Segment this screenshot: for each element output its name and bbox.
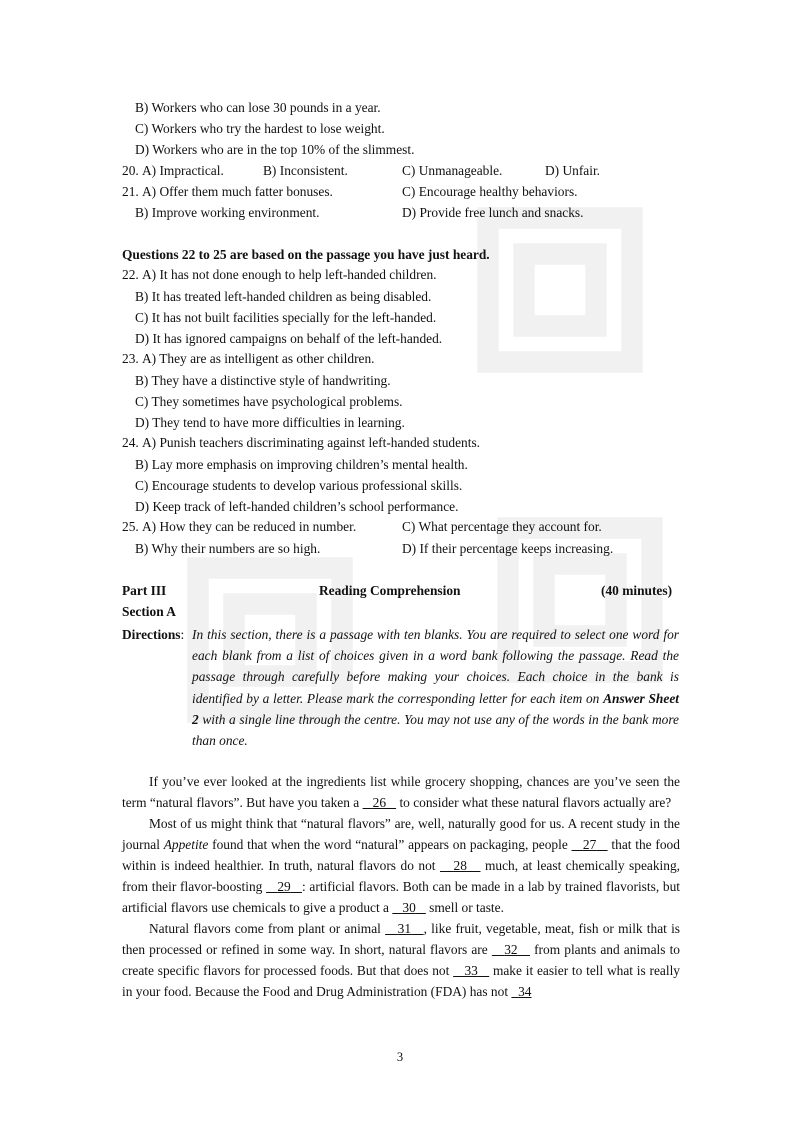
q22-option-c: C) It has not built facilities specially for the left-handed. (135, 310, 437, 325)
blank-number: 31 (397, 921, 412, 936)
blank-29 (266, 879, 302, 894)
passage-text: from plants and animals to create specific flavors for processed foods. But that does not (122, 942, 680, 978)
reading-passage (122, 771, 680, 1002)
q20-option-d: D) Unfair. (545, 163, 601, 178)
answer-sheet-label: Answer Sheet 2 (192, 690, 679, 727)
blank-32 (492, 942, 530, 957)
passage-text: much, at least chemically speaking, from their flavor-boosting (122, 858, 680, 894)
q21-option-b: B) Improve working environment. (135, 205, 320, 220)
passage-text: If you’ve ever looked at the ingredients list while grocery shopping, chances are you’ve seen the term “natural flavors”. But have you taken a (122, 774, 680, 810)
passage-text: , like fruit, vegetable, meat, fish or milk that is then processed or refined in some way. In short, natural flavors are (122, 921, 681, 957)
q21-option-d: D) Provide free lunch and snacks. (402, 205, 584, 220)
blank-number: 30 (402, 900, 416, 915)
passage-paragraph (122, 918, 680, 1002)
q19-option-b: B) Workers who can lose 30 pounds in a year. (135, 100, 381, 115)
directions-text-1: In this section, there is a passage with ten blanks. You are required to select one word for each blank from a list of choices given in a word bank following the passage. Read the passage through carefully before making your choices. Each choice in the bank is identified by a letter. Please mark the corresponding letter for each item on (192, 627, 679, 706)
q24-option-b: B) Lay more emphasis on improving children’s mental health. (135, 457, 468, 472)
q23-option-d: D) They tend to have more difficulties in learning. (135, 415, 405, 430)
blank-28 (440, 858, 480, 873)
questions-section-header: Questions 22 to 25 are based on the passage you have just heard. (122, 247, 490, 262)
passage-text: smell or taste. (429, 900, 504, 915)
passage-text: make it easier to tell what is really in your food. Because the Food and Drug Administration (FDA) has not (122, 963, 680, 999)
directions-label: Directions (122, 627, 181, 642)
directions-text (192, 624, 679, 751)
part-title: Reading Comprehension (319, 583, 461, 598)
page-number: 3 (396, 1050, 404, 1064)
q24-option-a: A) Punish teachers discriminating against left-handed students. (142, 435, 481, 450)
q20-option-b: B) Inconsistent. (263, 163, 348, 178)
blank-number: 32 (504, 942, 518, 957)
journal-name: Appetite (163, 837, 209, 852)
passage-text: found that when the word “natural” appears on packaging, people (212, 837, 568, 852)
question-number: 24. (122, 435, 139, 450)
q24-option-d: D) Keep track of left-handed children’s school performance. (135, 499, 459, 514)
passage-text: : artificial flavors. Both can be made in a lab by trained flavorists, but artificial flavors use chemicals to give a product a (122, 879, 681, 915)
q25-option-b: B) Why their numbers are so high. (135, 541, 321, 556)
q23-option-c: C) They sometimes have psychological problems. (135, 394, 403, 409)
q25-option-d: D) If their percentage keeps increasing. (402, 541, 614, 556)
q23-option-a: A) They are as intelligent as other children. (142, 351, 375, 366)
q20-option-a: A) Impractical. (142, 163, 224, 178)
blank-27 (572, 837, 608, 852)
q19-option-c: C) Workers who try the hardest to lose weight. (135, 121, 385, 136)
directions-heading (122, 627, 184, 643)
blank-34 (511, 984, 531, 999)
question-number: 22. (122, 267, 139, 282)
q25-option-c: C) What percentage they account for. (402, 519, 602, 534)
blank-number: 27 (582, 837, 597, 852)
blank-30 (392, 900, 425, 915)
directions-text-2: with a single line through the centre. You may not use any of the words in the bank more than once. (192, 711, 679, 749)
q22-option-d: D) It has ignored campaigns on behalf of the left-handed. (135, 331, 443, 346)
q22-option-a: A) It has not done enough to help left-handed children. (142, 267, 437, 282)
blank-33 (453, 963, 489, 978)
passage-text: that the food within is indeed healthier. In truth, natural flavors do not (122, 837, 680, 873)
q21-option-a: A) Offer them much fatter bonuses. (142, 184, 333, 199)
part-label: Part III (122, 583, 167, 598)
passage-paragraph (122, 813, 680, 918)
question-number: 21. (122, 184, 139, 199)
q20-option-c: C) Unmanageable. (402, 163, 503, 178)
blank-number: 34 (518, 984, 532, 999)
blank-number: 33 (464, 963, 478, 978)
passage-text: Natural flavors come from plant or animal (149, 921, 381, 936)
directions-colon: : (180, 627, 185, 642)
question-number: 23. (122, 351, 139, 366)
passage-text: Most of us might think that “natural flavors” are, well, naturally good for us. A recent study in the journal (122, 816, 680, 852)
q24-option-c: C) Encourage students to develop various professional skills. (135, 478, 463, 493)
passage-text: to consider what these natural flavors actually are? (399, 795, 672, 810)
q21-option-c: C) Encourage healthy behaviors. (402, 184, 578, 199)
blank-26 (363, 795, 396, 810)
part-time: (40 minutes) (601, 583, 673, 598)
q25-option-a: A) How they can be reduced in number. (142, 519, 357, 534)
q23-option-b: B) They have a distinctive style of handwriting. (135, 373, 391, 388)
passage-paragraph (122, 771, 680, 813)
question-number: 20. (122, 163, 139, 178)
q19-option-d: D) Workers who are in the top 10% of the slimmest. (135, 142, 415, 157)
blank-number: 26 (372, 795, 387, 810)
question-number: 25. (122, 519, 139, 534)
blank-number: 29 (277, 879, 291, 894)
q22-option-b: B) It has treated left-handed children as being disabled. (135, 289, 432, 304)
section-label: Section A (122, 604, 176, 619)
blank-31 (385, 921, 424, 936)
blank-number: 28 (453, 858, 467, 873)
